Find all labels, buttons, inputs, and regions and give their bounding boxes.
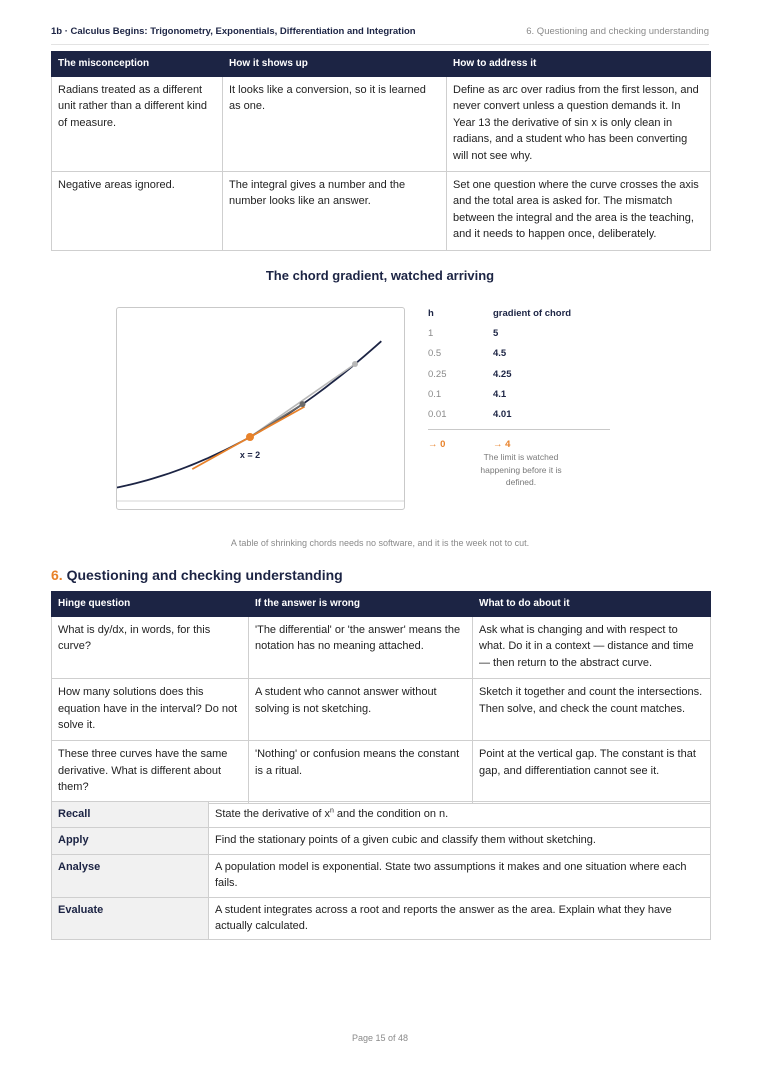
divider [428, 429, 610, 430]
table-row [52, 854, 711, 897]
misconception-table [51, 51, 711, 251]
table-cell: 'The differential' or 'the answer' means the notation has no meaning attached. [249, 617, 473, 679]
chord-chart-svg [117, 308, 404, 509]
level-label: Recall [52, 802, 209, 828]
list-item [428, 369, 610, 389]
chord-endpoint-near [300, 401, 306, 407]
tangent-point [246, 433, 254, 441]
list-item [428, 348, 610, 368]
table-row [52, 172, 711, 251]
table-row [52, 617, 711, 679]
section-title: Questioning and checking understanding [66, 567, 343, 583]
table-header-row [52, 52, 711, 77]
h-value: 0.1 [428, 388, 442, 400]
chord-gradient-table [428, 308, 610, 487]
point-label: x = 2 [239, 450, 261, 460]
section-number: 6. [51, 567, 63, 583]
table-cell: Point at the vertical gap. The constant is that gap, and differentiation cannot see it. [473, 741, 711, 803]
level-prompt [209, 828, 711, 854]
superscript: n [329, 807, 334, 815]
limit-note: The limit is watched happening before it is defined. [480, 452, 562, 487]
table-cell: Negative areas ignored. [52, 172, 223, 251]
column-header: Hinge question [52, 592, 249, 617]
running-section-title: 6. Questioning and checking understanding [526, 26, 709, 37]
column-header: What to do about it [473, 592, 711, 617]
page-header [51, 26, 709, 45]
chord-chart [116, 307, 405, 510]
table-cell: A student who cannot answer without solving is not sketching. [249, 679, 473, 741]
table-cell: What is dy/dx, in words, for this curve? [52, 617, 249, 679]
curve-line [117, 341, 381, 495]
level-prompt [209, 802, 711, 828]
prompt-text: A population model is exponential. State two assumptions it makes and one situation where each fails. [215, 860, 687, 890]
table-row [52, 77, 711, 172]
section-heading [51, 567, 343, 583]
level-label: Evaluate [52, 897, 209, 940]
table-header-row [52, 592, 711, 617]
level-prompt [209, 897, 711, 940]
prompt-text: Find the stationary points of a given cubic and classify them without sketching. [215, 834, 596, 847]
h-column-header: h [428, 308, 434, 319]
column-header: The misconception [52, 52, 223, 77]
list-item [428, 328, 610, 348]
limit-gradient: → 4 [493, 439, 511, 450]
table-cell: Radians treated as a different unit rather than a different kind of measure. [52, 77, 223, 172]
chord-table-header [428, 308, 610, 328]
table-row [52, 679, 711, 741]
page-number: Page 15 of 48 [351, 1033, 409, 1043]
column-header: How it shows up [223, 52, 447, 77]
document-title: 1b · Calculus Begins: Trigonometry, Exponentials, Differentiation and Integration [51, 26, 416, 37]
table-row [52, 897, 711, 940]
table-row [52, 828, 711, 854]
chord-line-h1 [250, 364, 355, 437]
level-label: Apply [52, 828, 209, 854]
column-header: How to address it [447, 52, 711, 77]
list-item [428, 389, 610, 409]
prompt-text: A student integrates across a root and reports the answer as the area. Explain what they have actually calculated. [215, 903, 672, 933]
table-cell: It looks like a conversion, so it is learned as one. [223, 77, 447, 172]
gradient-value: 4.01 [493, 409, 512, 421]
gradient-value: 5 [493, 328, 499, 339]
table-cell: 'Nothing' or confusion means the constant is a ritual. [249, 741, 473, 803]
level-label: Analyse [52, 854, 209, 897]
gradient-value: 4.1 [493, 388, 507, 400]
gradient-value: 4.25 [493, 368, 512, 380]
table-row [52, 802, 711, 828]
hinge-question-table [51, 591, 711, 804]
question-level-table [51, 801, 711, 940]
table-cell: These three curves have the same derivative. What is different about them? [52, 741, 249, 803]
table-cell: Ask what is changing and with respect to what. Do it in a context — distance and time — then return to the abstract curve. [473, 617, 711, 679]
gradient-column-header: gradient of chord [493, 308, 572, 319]
table-cell: The integral gives a number and the number looks like an answer. [223, 172, 447, 251]
table-row [52, 741, 711, 803]
h-value: 0.25 [428, 368, 447, 380]
gradient-value: 4.5 [493, 348, 507, 360]
table-cell: Set one question where the curve crosses the axis and the total area is asked for. The mismatch between the integral and the area is the teaching, and it needs to happen once, deliberately. [447, 172, 711, 251]
prompt-text: State the derivative of x [215, 808, 330, 820]
chord-endpoint-far [352, 361, 358, 367]
h-value: 0.5 [428, 348, 442, 360]
prompt-text-suffix: and the condition on n. [333, 808, 449, 820]
figure-title: The chord gradient, watched arriving [265, 268, 495, 283]
list-item [428, 409, 610, 429]
table-cell: How many solutions does this equation have in the interval? Do not solve it. [52, 679, 249, 741]
limit-h: → 0 [428, 439, 446, 450]
level-prompt [209, 854, 711, 897]
h-value: 0.01 [428, 409, 447, 421]
column-header: If the answer is wrong [249, 592, 473, 617]
table-cell: Sketch it together and count the intersections. Then solve, and check the count matches. [473, 679, 711, 741]
figure-caption: A table of shrinking chords needs no software, and it is the week not to cut. [230, 538, 530, 548]
table-cell: Define as arc over radius from the first lesson, and never convert unless a question demands it. In Year 13 the derivative of sin x is only clean in radians, and a student who has been converting will not see why. [447, 77, 711, 172]
h-value: 1 [428, 328, 434, 339]
